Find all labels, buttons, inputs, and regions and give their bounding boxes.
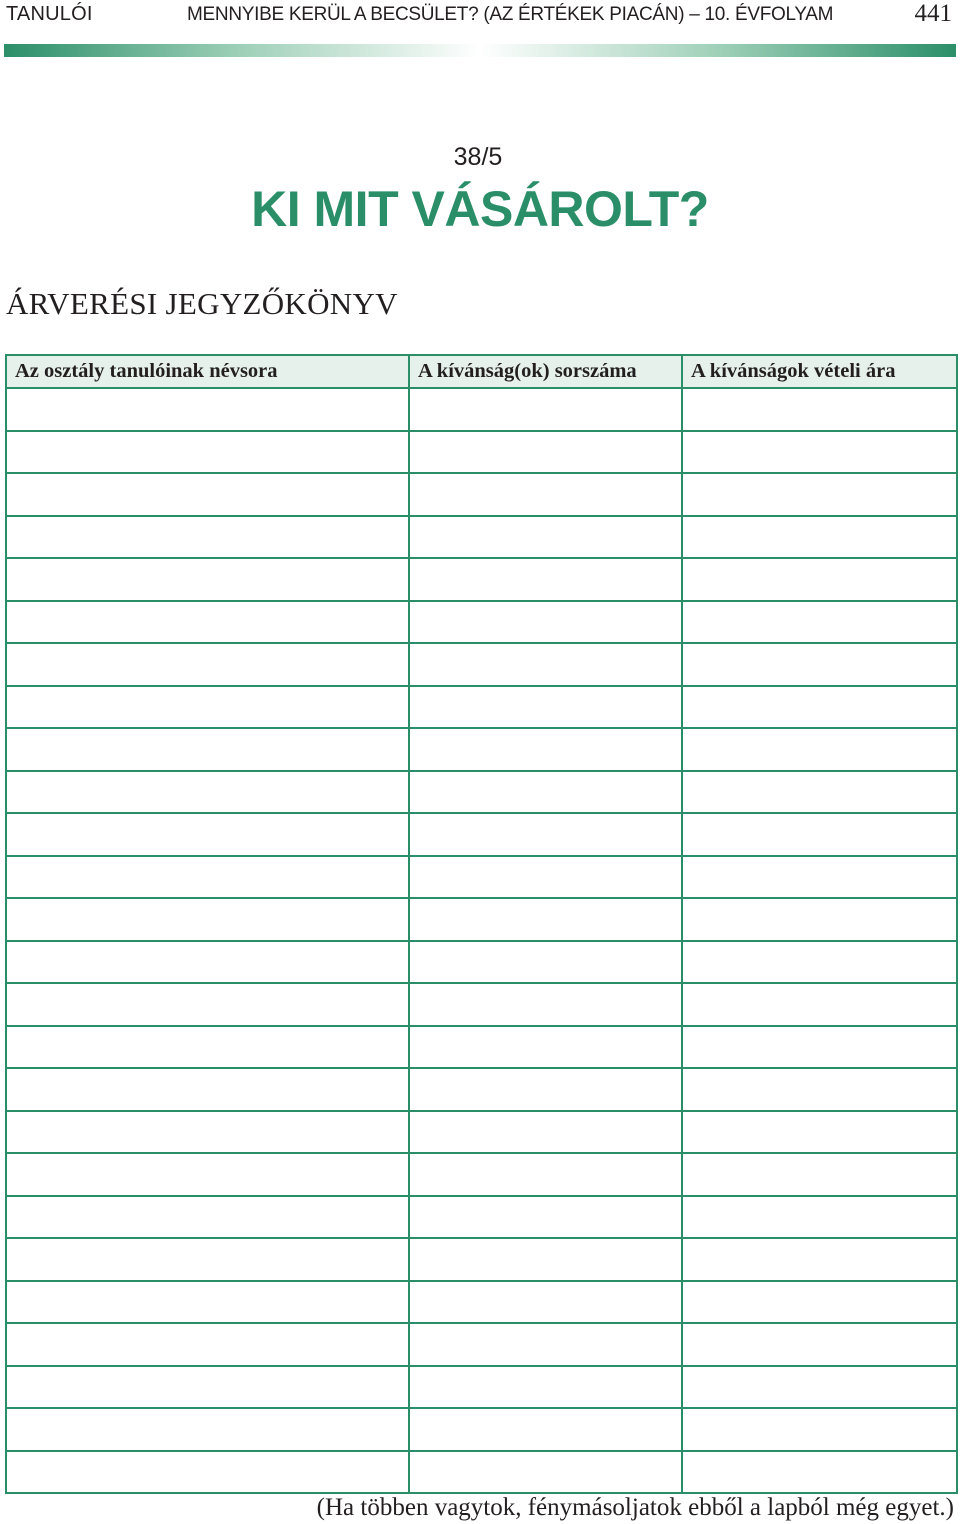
table-row <box>6 601 957 644</box>
name-cell[interactable] <box>6 1408 409 1451</box>
page-number: 441 <box>914 0 952 27</box>
worksheet-code-text: 38/5 <box>453 143 503 171</box>
wish-number-cell[interactable] <box>409 1281 682 1324</box>
wish-number-cell[interactable] <box>409 856 682 899</box>
name-cell[interactable] <box>6 1238 409 1281</box>
name-cell[interactable] <box>6 643 409 686</box>
wish-number-cell[interactable] <box>409 473 682 516</box>
table-row <box>6 1366 957 1409</box>
column-header-wish-number: A kívánság(ok) sorszáma <box>409 355 682 388</box>
purchase-price-cell[interactable] <box>682 813 957 856</box>
table-row <box>6 898 957 941</box>
table-row <box>6 643 957 686</box>
purchase-price-cell[interactable] <box>682 1068 957 1111</box>
table-row <box>6 473 957 516</box>
name-cell[interactable] <box>6 856 409 899</box>
wish-number-cell[interactable] <box>409 1068 682 1111</box>
wish-number-cell[interactable] <box>409 983 682 1026</box>
wish-number-cell[interactable] <box>409 941 682 984</box>
wish-number-cell[interactable] <box>409 1408 682 1451</box>
table-row <box>6 1111 957 1154</box>
table-row <box>6 771 957 814</box>
table-row <box>6 728 957 771</box>
table-row <box>6 388 957 431</box>
name-cell[interactable] <box>6 1281 409 1324</box>
name-cell[interactable] <box>6 1111 409 1154</box>
table-row <box>6 1026 957 1069</box>
table-row <box>6 1153 957 1196</box>
purchase-price-cell[interactable] <box>682 1408 957 1451</box>
worksheet-code <box>0 143 960 172</box>
wish-number-cell[interactable] <box>409 1026 682 1069</box>
purchase-price-cell[interactable] <box>682 1111 957 1154</box>
wish-number-cell[interactable] <box>409 601 682 644</box>
purchase-price-cell[interactable] <box>682 1281 957 1324</box>
purchase-price-cell[interactable] <box>682 643 957 686</box>
purchase-price-cell[interactable] <box>682 558 957 601</box>
name-cell[interactable] <box>6 813 409 856</box>
page-header <box>0 0 960 40</box>
name-cell[interactable] <box>6 1196 409 1239</box>
name-cell[interactable] <box>6 1068 409 1111</box>
purchase-price-cell[interactable] <box>682 1153 957 1196</box>
purchase-price-cell[interactable] <box>682 1196 957 1239</box>
table-row <box>6 1323 957 1366</box>
worksheet-title: KI MIT VÁSÁROLT? <box>251 181 709 237</box>
name-cell[interactable] <box>6 1026 409 1069</box>
purchase-price-cell[interactable] <box>682 473 957 516</box>
name-cell[interactable] <box>6 771 409 814</box>
purchase-price-cell[interactable] <box>682 516 957 559</box>
wish-number-cell[interactable] <box>409 1153 682 1196</box>
name-cell[interactable] <box>6 1153 409 1196</box>
wish-number-cell[interactable] <box>409 558 682 601</box>
column-header-names: Az osztály tanulóinak névsora <box>6 355 409 388</box>
name-cell[interactable] <box>6 941 409 984</box>
wish-number-cell[interactable] <box>409 728 682 771</box>
table-body <box>6 388 957 1493</box>
name-cell[interactable] <box>6 431 409 474</box>
wish-number-cell[interactable] <box>409 1366 682 1409</box>
purchase-price-cell[interactable] <box>682 431 957 474</box>
name-cell[interactable] <box>6 473 409 516</box>
table-row <box>6 813 957 856</box>
name-cell[interactable] <box>6 1366 409 1409</box>
name-cell[interactable] <box>6 558 409 601</box>
wish-number-cell[interactable] <box>409 1323 682 1366</box>
wish-number-cell[interactable] <box>409 898 682 941</box>
chapter-title: MENNYIBE KERÜL A BECSÜLET? (AZ ÉRTÉKEK PIACÁN) – 10. ÉVFOLYAM <box>187 4 834 25</box>
table-row <box>6 941 957 984</box>
table-row <box>6 983 957 1026</box>
purchase-price-cell[interactable] <box>682 941 957 984</box>
wish-number-cell[interactable] <box>409 813 682 856</box>
worksheet-subtitle: ÁRVERÉSI JEGYZŐKÖNYV <box>6 286 398 321</box>
name-cell[interactable] <box>6 1451 409 1494</box>
name-cell[interactable] <box>6 728 409 771</box>
name-cell[interactable] <box>6 983 409 1026</box>
purchase-price-cell[interactable] <box>682 1238 957 1281</box>
wish-number-cell[interactable] <box>409 388 682 431</box>
wish-number-cell[interactable] <box>409 1451 682 1494</box>
purchase-price-cell[interactable] <box>682 856 957 899</box>
table-row <box>6 1281 957 1324</box>
table-row <box>6 1196 957 1239</box>
purchase-price-cell[interactable] <box>682 771 957 814</box>
table-row <box>6 856 957 899</box>
table-row <box>6 516 957 559</box>
purchase-price-cell[interactable] <box>682 983 957 1026</box>
table-row <box>6 431 957 474</box>
purchase-price-cell[interactable] <box>682 1026 957 1069</box>
purchase-price-cell[interactable] <box>682 686 957 729</box>
purchase-price-cell[interactable] <box>682 388 957 431</box>
purchase-price-cell[interactable] <box>682 728 957 771</box>
wish-number-cell[interactable] <box>409 643 682 686</box>
table-row <box>6 1451 957 1494</box>
name-cell[interactable] <box>6 388 409 431</box>
column-header-purchase-price: A kívánságok vételi ára <box>682 355 957 388</box>
table-row <box>6 1068 957 1111</box>
wish-number-cell[interactable] <box>409 1111 682 1154</box>
table-row <box>6 1238 957 1281</box>
purchase-price-cell[interactable] <box>682 1323 957 1366</box>
footnote: (Ha többen vagytok, fénymásoljatok ebből a lapból még egyet.) <box>316 1494 954 1521</box>
wish-number-cell[interactable] <box>409 686 682 729</box>
purchase-price-cell[interactable] <box>682 1451 957 1494</box>
header-gradient-bar <box>4 44 956 57</box>
table-row <box>6 686 957 729</box>
name-cell[interactable] <box>6 686 409 729</box>
purchase-price-cell[interactable] <box>682 898 957 941</box>
section-label: TANULÓI <box>6 3 93 25</box>
table-row <box>6 558 957 601</box>
name-cell[interactable] <box>6 898 409 941</box>
wish-number-cell[interactable] <box>409 431 682 474</box>
wish-number-cell[interactable] <box>409 1238 682 1281</box>
wish-number-cell[interactable] <box>409 771 682 814</box>
wish-number-cell[interactable] <box>409 516 682 559</box>
auction-protocol-table <box>5 354 958 1494</box>
table-row <box>6 1408 957 1451</box>
purchase-price-cell[interactable] <box>682 1366 957 1409</box>
wish-number-cell[interactable] <box>409 1196 682 1239</box>
name-cell[interactable] <box>6 1323 409 1366</box>
purchase-price-cell[interactable] <box>682 601 957 644</box>
name-cell[interactable] <box>6 516 409 559</box>
name-cell[interactable] <box>6 601 409 644</box>
table-header-row <box>6 355 957 388</box>
